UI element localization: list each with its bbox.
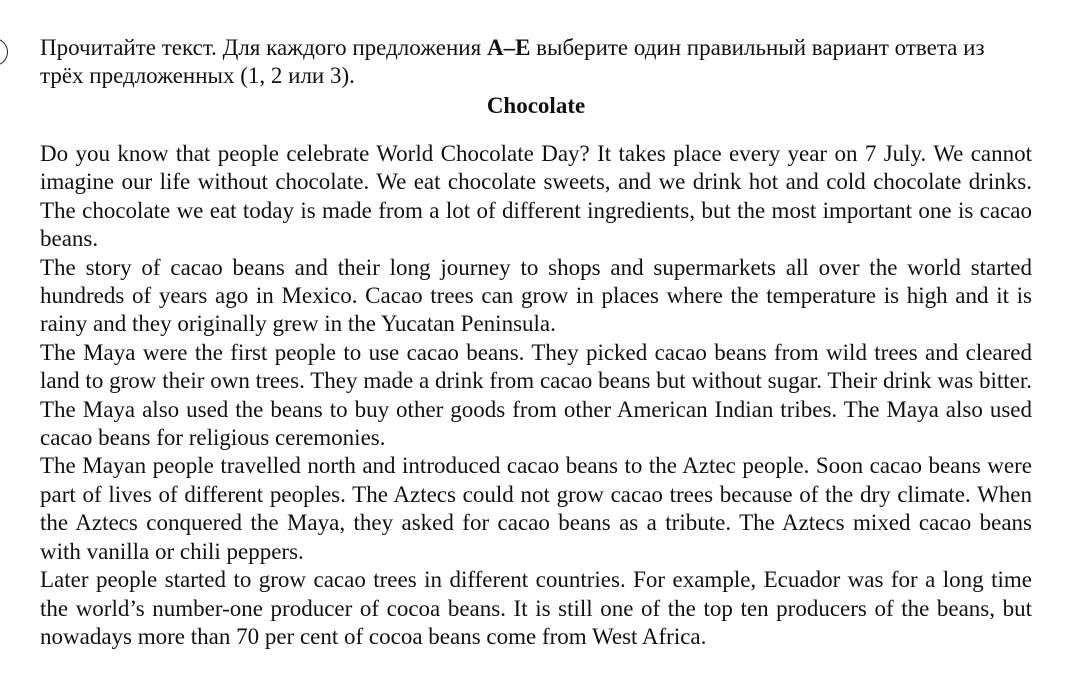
paragraph-3: The Maya were the first people to use cacao beans. They picked cacao beans from wild trees and cleared land to grow their own trees. They made a drink from cacao beans but without sugar. Their drink was bitter. The Maya also used the beans to buy other goods from other American Indian tribes. The Maya also used cacao beans for religious ceremonies. bbox=[40, 339, 1032, 451]
instructions-text-end: выберите один правильный вариант ответа из трёх предложенных (1, 2 или 3). bbox=[40, 35, 985, 88]
instructions-emphasis: A–E bbox=[486, 35, 531, 60]
instructions-text-start: Прочитайте текст. Для каждого предложения bbox=[40, 35, 487, 60]
paragraph-1: Do you know that people celebrate World Chocolate Day? It takes place every year on 7 July. We cannot imagine our life without chocolate. We eat chocolate sweets, and we drink hot and cold chocolate drinks. The chocolate we eat today is made from a lot of different ingredients, but the most important one is cacao beans. bbox=[40, 141, 1032, 252]
paragraph-4: The Mayan people travelled north and introduced cacao beans to the Aztec people. Soon cacao beans were part of lives of different peoples. The Aztecs could not grow cacao trees because of the dry climate. When the Aztecs conquered the Maya, they asked for cacao beans as a tribute. The Aztecs mixed cacao beans with vanilla or chili peppers. bbox=[40, 453, 1032, 564]
text-title: Chocolate bbox=[486, 93, 586, 118]
paragraph-2: The story of cacao beans and their long journey to shops and supermarkets all over the world started hundreds of years ago in Mexico. Cacao trees can grow in places where the temperature is high and it is rainy and they originally grew in the Yucatan Peninsula. bbox=[40, 254, 1032, 337]
paragraph-5: Later people started to grow cacao trees in different countries. For example, Ecuador was for a long time the world’s number-one producer of cocoa beans. It is still one of the top ten producers of the beans, but nowadays more than 70 per cent of cocoa beans come from West Africa. bbox=[40, 567, 1032, 649]
task-number-bracket bbox=[0, 38, 8, 66]
task-instructions bbox=[40, 34, 1032, 90]
reading-text bbox=[40, 140, 1032, 651]
